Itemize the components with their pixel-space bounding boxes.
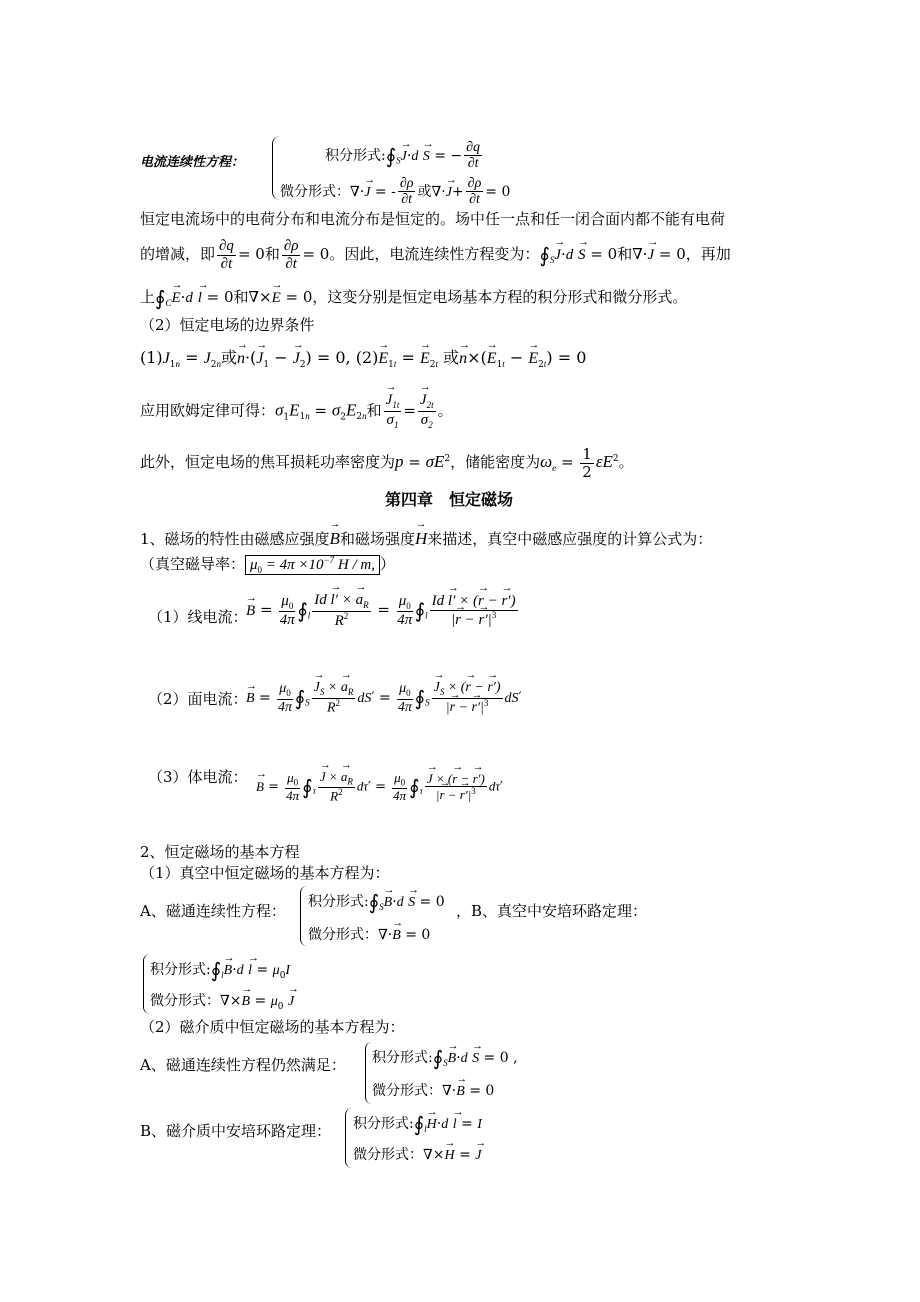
flux-label: A、磁通连续性方程： — [140, 902, 286, 920]
ampere-medium-differential-eq: 微分形式：∇×→ H = → J — [353, 1148, 482, 1163]
volume-current-eq: → B = $\frac{\mu_0}{4\pi}$ $∮_\tau$ → $\frac{J \times \to a_R}{R^2}$ dτ′ = $\frac{\mu_0}{4\pi}$ $∮_\tau$ → $\frac{J \times (\to r - \to r')}{|\to r - \to r'|^3}$ dτ′ — [256, 770, 503, 804]
para1-line3: 上$∮_C\to E\cdot d \to l = 0$和∇×→ E = 0，这变分别是恒定电场基本方程的积分形式和微分形式。 — [140, 288, 687, 308]
chapter-title: 第四章 恒定磁场 — [385, 490, 514, 509]
boundary-heading: （2）恒定电场的边界条件 — [140, 316, 315, 334]
continuity-label: 电流连续性方程： — [140, 155, 245, 170]
flux-medium-differential-eq: 微分形式：∇·→ B = 0 — [372, 1084, 494, 1099]
s2-vacuum-heading: （1）真空中恒定磁场的基本方程为： — [140, 864, 390, 882]
flux-integral-eq: 积分形式$:∮_S\to B\cdot d \to S = 0$ — [308, 892, 445, 912]
flux-medium-label: A、磁通连续性方程仍然满足： — [140, 1056, 346, 1074]
surface-current-label: （2）面电流： — [148, 690, 248, 708]
integral-label: 积分形式: — [325, 147, 386, 164]
ampere-medium-integral-eq: 积分形式$:∮_l\to H\cdot d \to l = I$ — [353, 1114, 482, 1134]
surface-current-eq: → B = $\frac{\mu_0}{4\pi}$ $∮_S$ → $\frac{J_S \times \to a_R}{R^2}$ dS′ = $\frac{\mu_0}{4\pi}$ $∮_S$ → $\frac{J_S \times (\to r - \to r')}{|\to r - \to r'|^3}$ dS′ — [246, 680, 522, 716]
line-current-label: （1）线电流： — [148, 608, 248, 626]
s1-line1: 1、磁场的特性由磁感应强度→ B和磁场强度→ H来描述，真空中磁感应强度的计算公式为： — [140, 530, 712, 547]
continuity-differential-eq: 微分形式：∇·→ J = - $\frac{\partial\rho}{\partial t}$ 或∇·→ J+ $\frac{\partial\rho}{\partial t}$ = 0 — [280, 176, 510, 208]
continuity-integral-eq: 积分形式$:∮_S\to J\cdot d \to S$ = − $\frac{\partial q}{\partial t}$ — [325, 140, 484, 172]
joule-line: 此外，恒定电场的焦耳损耗功率密度为$p = \sigma E^2$，储能密度为$\omega_e$ = $\frac{1}{2}$ $\varepsilon E^2$。 — [140, 445, 634, 481]
differential-label: 微分形式： — [280, 183, 350, 200]
ohm-law-line: 应用欧姆定律可得：$\sigma_1E_{1n} = \sigma_2E_{2n}$和 → $\frac{J_{1t}}{\sigma_1}$ = → $\frac{J_{2t}}{\sigma_2}$ 。 — [140, 392, 453, 431]
s1-line2: （真空磁导率： $\mu_0 = 4\pi \times 10^{-7}$ H / m, ） — [140, 555, 395, 575]
line-current-eq: → B = $\frac{\mu_0}{4\pi}$ $∮_l$ $\frac{Id \to l' \times \to a_R}{R^2}$ = $\frac{\mu_0}{4\pi}$ $∮_l$ $\frac{Id \to l' \times (\to r - \to r')}{|\to r - \to r'|^3}$ — [246, 592, 520, 629]
ampere-vacuum-brace — [143, 954, 150, 1014]
flux-medium-integral-eq: 积分形式$:∮_S\to B\cdot d \to S = 0$ , — [372, 1048, 518, 1068]
flux-medium-brace — [365, 1042, 372, 1104]
flux-differential-eq: 微分形式：∇·→ B = 0 — [308, 928, 430, 943]
permeability-box: $\mu_0 = 4\pi \times 10^{-7}$ H / m, — [245, 555, 380, 575]
boundary-conditions-eq: $(1)J_{1n} = J_{2n}$或→ $n\cdot(\to J_1$ − → $J_2) = 0$, $(2)\to E_{1t}$ = → $E_{2t}$ 或→ $n\times(\to E_{1t}$ − → $E_{2t}) = 0$ — [140, 350, 586, 370]
s2-heading: 2、恒定磁场的基本方程 — [140, 843, 300, 861]
para1-line2: 的增减，即 $\frac{\partial q}{\partial t}$ = 0和 $\frac{\partial\rho}{\partial t}$ = 0。因此，电流连续性方程变为：$∮_S\to J\cdot d \to S = 0$和∇·→ J = 0，再加 — [140, 238, 731, 272]
ampere-medium-brace — [345, 1108, 352, 1168]
ampere-medium-label: B、磁介质中安培环路定理： — [140, 1122, 332, 1140]
para1-line1: 恒定电流场中的电荷分布和电流分布是恒定的。场中任一点和任一闭合面内都不能有电荷 — [140, 210, 726, 228]
volume-current-label: （3）体电流： — [148, 768, 248, 786]
s2-medium-heading: （2）磁介质中恒定磁场的基本方程为： — [140, 1018, 405, 1036]
flux-brace — [300, 886, 307, 946]
ampere-vacuum-label: ，B、真空中安培环路定理： — [456, 902, 648, 920]
ampere-vacuum-integral-eq: 积分形式$:∮_l\to B\cdot d \to l = \mu_0I$ — [150, 960, 290, 981]
ampere-vacuum-differential-eq: 微分形式：∇×→ $B = \mu_0 \to J$ — [150, 994, 294, 1012]
